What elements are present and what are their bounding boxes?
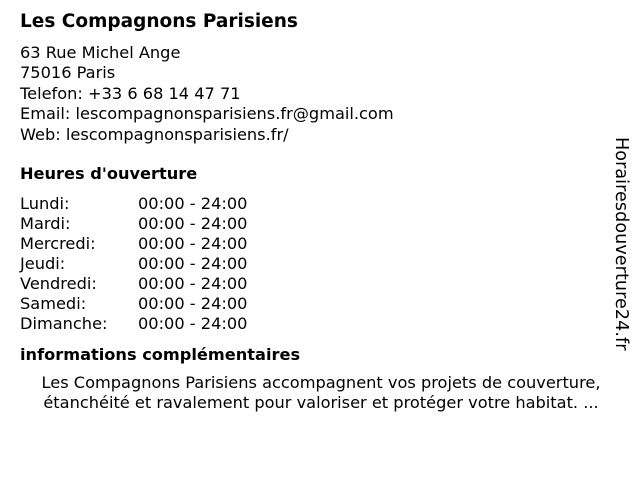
site-watermark xyxy=(605,137,635,351)
hours-row-dimanche xyxy=(20,314,247,334)
day-hours: 00:00 - 24:00 xyxy=(138,294,248,314)
day-hours: 00:00 - 24:00 xyxy=(138,194,248,214)
address-block xyxy=(20,43,610,145)
day-label: Lundi: xyxy=(20,194,70,214)
watermark-text: Horairesdouverture24.fr xyxy=(611,137,631,351)
day-hours: 00:00 - 24:00 xyxy=(138,274,248,294)
additional-info-text xyxy=(20,373,610,414)
day-hours: 00:00 - 24:00 xyxy=(138,234,248,254)
hours-row-lundi xyxy=(20,194,247,214)
hours-row-mardi xyxy=(20,214,247,234)
opening-hours-heading: Heures d'ouverture xyxy=(20,164,198,184)
description-line: étanchéité et ravalement pour valoriser et protéger votre habitat. ... xyxy=(43,393,599,413)
hours-row-mercredi xyxy=(20,234,247,254)
day-label: Jeudi: xyxy=(20,254,66,274)
phone-number: Telefon: +33 6 68 14 47 71 xyxy=(20,83,241,103)
day-label: Vendredi: xyxy=(20,274,97,294)
day-hours: 00:00 - 24:00 xyxy=(138,254,248,274)
city-postcode: 75016 Paris xyxy=(20,63,116,83)
day-label: Mercredi: xyxy=(20,234,96,254)
business-name: Les Compagnons Parisiens xyxy=(20,11,298,32)
day-hours: 00:00 - 24:00 xyxy=(138,214,248,234)
hours-row-vendredi xyxy=(20,274,247,294)
hours-row-jeudi xyxy=(20,254,247,274)
opening-hours-table xyxy=(20,194,247,334)
day-label: Dimanche: xyxy=(20,314,108,334)
street-address: 63 Rue Michel Ange xyxy=(20,43,181,62)
website-address: Web: lescompagnonsparisiens.fr/ xyxy=(20,124,289,144)
description-line: Les Compagnons Parisiens accompagnent vos projets de couverture, xyxy=(41,373,601,393)
hours-row-samedi xyxy=(20,294,247,314)
additional-info-heading: informations complémentaires xyxy=(20,345,301,365)
day-label: Samedi: xyxy=(20,294,87,314)
email-address: Email: lescompagnonsparisiens.fr@gmail.com xyxy=(20,104,394,124)
day-label: Mardi: xyxy=(20,214,71,234)
day-hours: 00:00 - 24:00 xyxy=(138,314,248,334)
business-card xyxy=(20,10,610,414)
